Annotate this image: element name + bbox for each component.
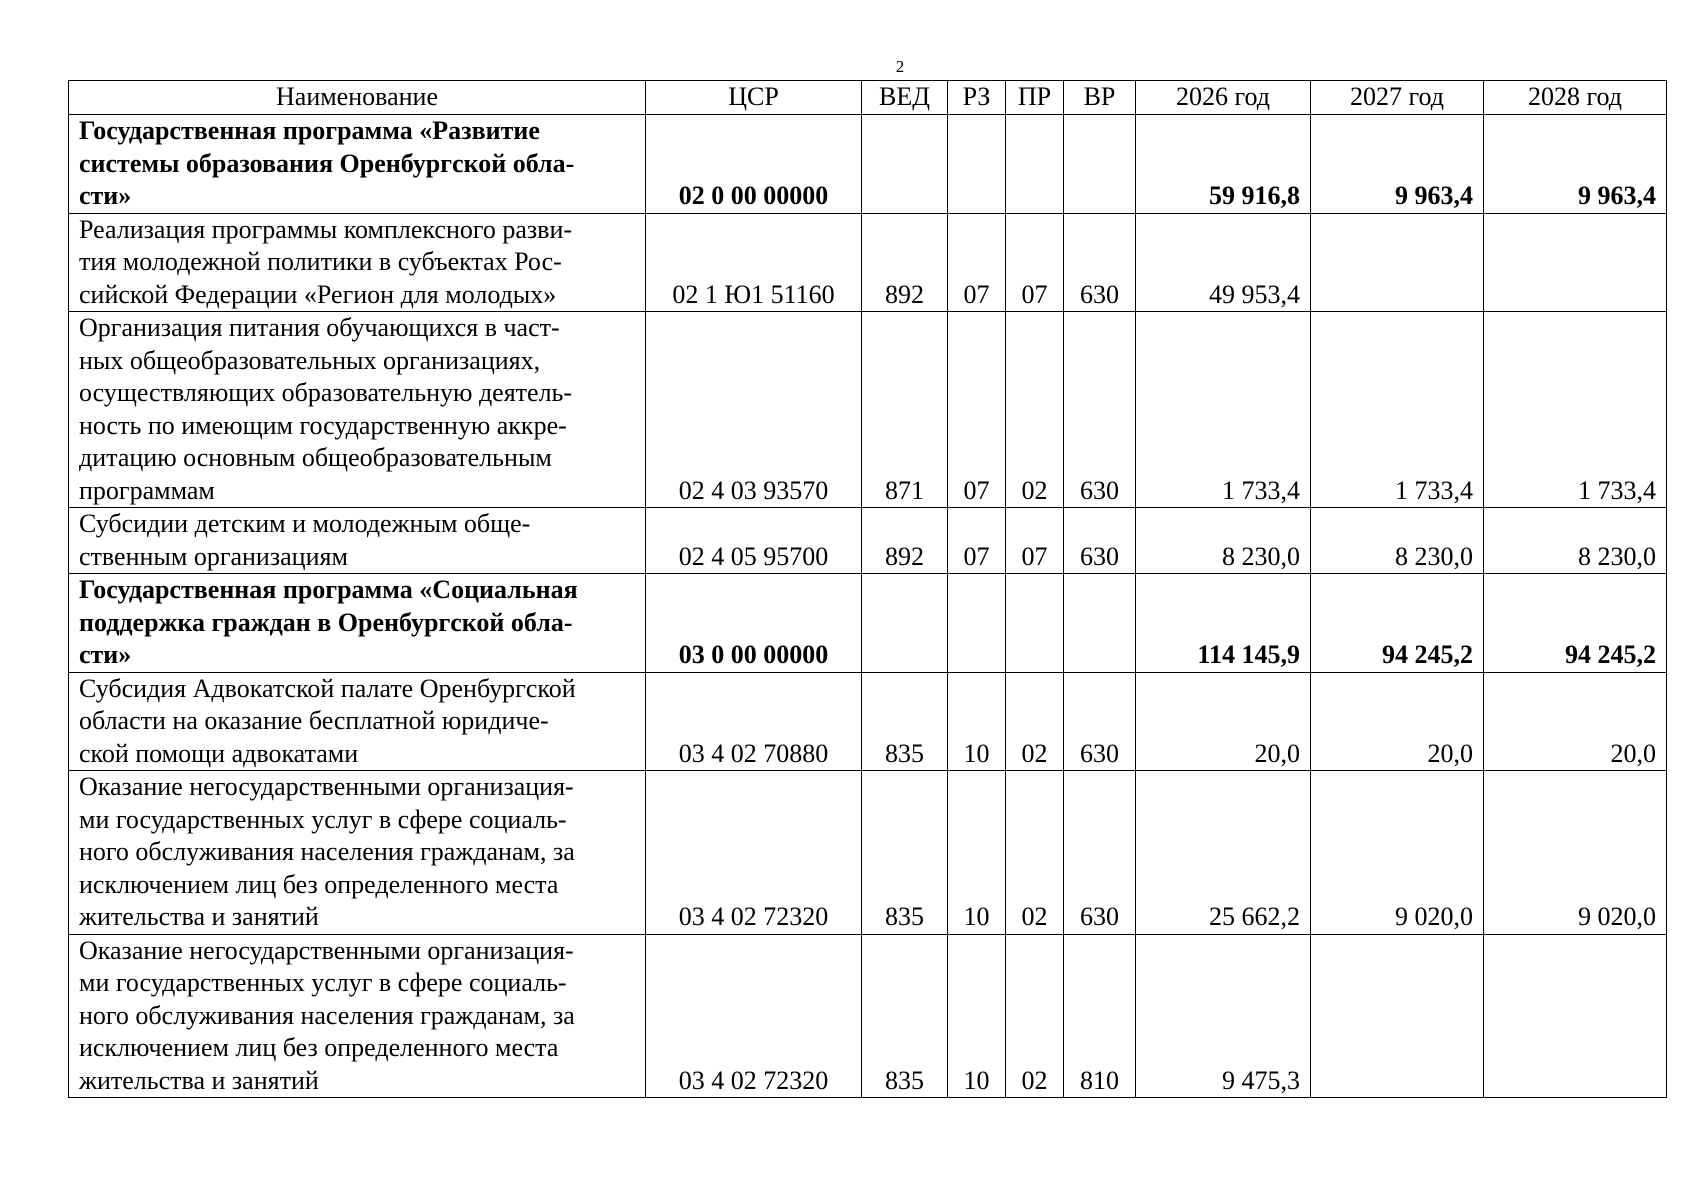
row-2027: 9 020,0 bbox=[1311, 771, 1484, 935]
row-rz: 07 bbox=[948, 312, 1006, 508]
header-2026: 2026 год bbox=[1136, 81, 1311, 115]
row-name-line: тия молодежной политики в субъектах Рос- bbox=[79, 247, 562, 276]
row-vr: 630 bbox=[1064, 508, 1136, 574]
row-vr: 630 bbox=[1064, 312, 1136, 508]
row-name-line: поддержка граждан в Оренбургской обла- bbox=[79, 607, 573, 637]
row-name-line: ность по имеющим государственную аккре- bbox=[79, 410, 567, 440]
row-2028: 1 733,4 bbox=[1484, 312, 1667, 508]
row-2027 bbox=[1311, 213, 1484, 312]
header-name: Наименование bbox=[69, 81, 646, 115]
row-name-line: Оказание негосударственными организация- bbox=[79, 772, 574, 801]
row-name-line: Реализация программы комплексного разви- bbox=[79, 214, 573, 244]
row-name-line: ного обслуживания населения гражданам, за bbox=[79, 1000, 575, 1030]
row-2027 bbox=[1311, 934, 1484, 1098]
row-vr bbox=[1064, 115, 1136, 214]
row-name bbox=[69, 312, 646, 508]
row-pr bbox=[1006, 115, 1064, 214]
row-name-line: Оказание негосударственными организация- bbox=[79, 935, 574, 965]
row-name-line: ми государственных услуг в сфере социаль- bbox=[79, 804, 567, 834]
header-2027: 2027 год bbox=[1311, 81, 1484, 115]
row-csr: 03 0 00 00000 bbox=[646, 574, 862, 673]
row-name-line: исключением лиц без определенного места bbox=[79, 869, 559, 899]
table-row-program-social bbox=[69, 574, 1667, 673]
row-ved bbox=[862, 115, 948, 214]
row-name-line: программам bbox=[79, 475, 215, 505]
row-name-line: ного обслуживания населения гражданам, за bbox=[79, 837, 575, 866]
row-rz bbox=[948, 574, 1006, 673]
row-name-line: жительства и занятий bbox=[79, 1065, 319, 1095]
row-name-line: ской помощи адвокатами bbox=[79, 738, 359, 768]
row-name-line: Государственная программа «Развитие bbox=[79, 116, 540, 145]
row-name-line: ных общеобразовательных организациях, bbox=[79, 345, 541, 375]
row-2028: 9 020,0 bbox=[1484, 771, 1667, 935]
header-pr: ПР bbox=[1006, 81, 1064, 115]
table-row-program-education bbox=[69, 115, 1667, 214]
row-csr: 03 4 02 72320 bbox=[646, 934, 862, 1098]
row-vr bbox=[1064, 574, 1136, 673]
row-vr: 630 bbox=[1064, 213, 1136, 312]
row-rz bbox=[948, 115, 1006, 214]
header-csr: ЦСР bbox=[646, 81, 862, 115]
row-pr: 02 bbox=[1006, 771, 1064, 935]
row-2027: 9 963,4 bbox=[1311, 115, 1484, 214]
row-name-line: жительства и занятий bbox=[79, 902, 319, 931]
row-vr: 810 bbox=[1064, 934, 1136, 1098]
row-ved: 835 bbox=[862, 934, 948, 1098]
row-2027: 8 230,0 bbox=[1311, 508, 1484, 574]
row-ved: 892 bbox=[862, 508, 948, 574]
row-name bbox=[69, 934, 646, 1098]
header-rz: РЗ bbox=[948, 81, 1006, 115]
row-2028 bbox=[1484, 934, 1667, 1098]
header-vr: ВР bbox=[1064, 81, 1136, 115]
row-2026: 59 916,8 bbox=[1136, 115, 1311, 214]
row-2026: 9 475,3 bbox=[1136, 934, 1311, 1098]
row-ved: 835 bbox=[862, 771, 948, 935]
row-ved: 871 bbox=[862, 312, 948, 508]
row-pr bbox=[1006, 574, 1064, 673]
row-ved: 892 bbox=[862, 213, 948, 312]
row-name bbox=[69, 115, 646, 214]
row-name-line: ственным организациям bbox=[79, 541, 348, 571]
row-pr: 07 bbox=[1006, 213, 1064, 312]
row-pr: 07 bbox=[1006, 508, 1064, 574]
row-name-line: сийской Федерации «Регион для молодых» bbox=[79, 279, 557, 309]
table-row bbox=[69, 508, 1667, 574]
row-ved: 835 bbox=[862, 672, 948, 771]
row-name bbox=[69, 672, 646, 771]
row-rz: 07 bbox=[948, 508, 1006, 574]
row-name-line: исключением лиц без определенного места bbox=[79, 1033, 559, 1062]
row-2026: 1 733,4 bbox=[1136, 312, 1311, 508]
row-name-line: осуществляющих образовательную деятель- bbox=[79, 378, 573, 407]
row-name-line: Субсидии детским и молодежным обще- bbox=[79, 509, 531, 538]
row-csr: 03 4 02 72320 bbox=[646, 771, 862, 935]
header-2028: 2028 год bbox=[1484, 81, 1667, 115]
row-name-line: сти» bbox=[79, 640, 132, 669]
table-row bbox=[69, 771, 1667, 935]
row-2028 bbox=[1484, 213, 1667, 312]
header-row bbox=[69, 81, 1667, 115]
row-rz: 07 bbox=[948, 213, 1006, 312]
row-name-line: Субсидия Адвокатской палате Оренбургской bbox=[79, 673, 576, 703]
row-name bbox=[69, 508, 646, 574]
row-name-line: дитацию основным общеобразовательным bbox=[79, 443, 552, 472]
table-row bbox=[69, 672, 1667, 771]
row-name-line: области на оказание бесплатной юридиче- bbox=[79, 706, 549, 735]
header-ved: ВЕД bbox=[862, 81, 948, 115]
row-2027: 94 245,2 bbox=[1311, 574, 1484, 673]
row-2026: 49 953,4 bbox=[1136, 213, 1311, 312]
row-name-line: ми государственных услуг в сфере социаль- bbox=[79, 968, 567, 997]
row-2027: 20,0 bbox=[1311, 672, 1484, 771]
row-2027: 1 733,4 bbox=[1311, 312, 1484, 508]
row-csr: 02 1 Ю1 51160 bbox=[646, 213, 862, 312]
row-2026: 20,0 bbox=[1136, 672, 1311, 771]
row-rz: 10 bbox=[948, 771, 1006, 935]
row-vr: 630 bbox=[1064, 771, 1136, 935]
row-2028: 8 230,0 bbox=[1484, 508, 1667, 574]
row-ved bbox=[862, 574, 948, 673]
row-2028: 20,0 bbox=[1484, 672, 1667, 771]
row-2026: 25 662,2 bbox=[1136, 771, 1311, 935]
budget-table bbox=[68, 80, 1667, 1098]
row-csr: 02 4 05 95700 bbox=[646, 508, 862, 574]
row-name-line: сти» bbox=[79, 181, 132, 210]
table-row bbox=[69, 934, 1667, 1098]
row-pr: 02 bbox=[1006, 934, 1064, 1098]
page-number: 2 bbox=[895, 57, 905, 76]
row-name-line: системы образования Оренбургской обла- bbox=[79, 148, 575, 178]
table-row bbox=[69, 213, 1667, 312]
row-csr: 02 4 03 93570 bbox=[646, 312, 862, 508]
row-2026: 8 230,0 bbox=[1136, 508, 1311, 574]
row-rz: 10 bbox=[948, 934, 1006, 1098]
row-name-line: Государственная программа «Социальная bbox=[79, 575, 578, 604]
row-2028: 9 963,4 bbox=[1484, 115, 1667, 214]
row-csr: 02 0 00 00000 bbox=[646, 115, 862, 214]
row-name bbox=[69, 771, 646, 935]
row-2026: 114 145,9 bbox=[1136, 574, 1311, 673]
row-name bbox=[69, 574, 646, 673]
row-name-line: Организация питания обучающихся в част- bbox=[79, 313, 560, 342]
row-pr: 02 bbox=[1006, 672, 1064, 771]
row-rz: 10 bbox=[948, 672, 1006, 771]
row-2028: 94 245,2 bbox=[1484, 574, 1667, 673]
row-pr: 02 bbox=[1006, 312, 1064, 508]
row-name bbox=[69, 213, 646, 312]
row-csr: 03 4 02 70880 bbox=[646, 672, 862, 771]
table-row bbox=[69, 312, 1667, 508]
row-vr: 630 bbox=[1064, 672, 1136, 771]
